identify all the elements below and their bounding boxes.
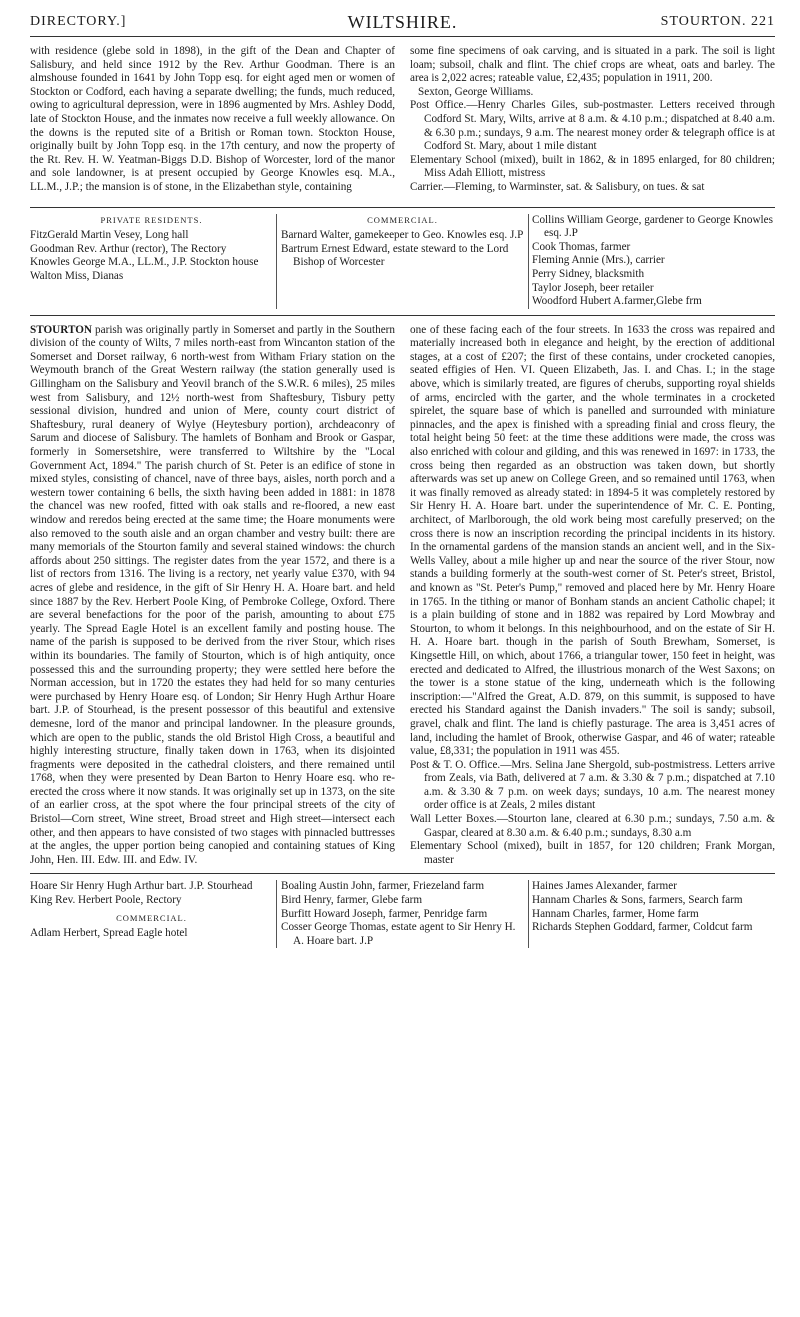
stourton-text-cont: one of these facing each of the four streets. In 1633 the cross was repaired and materially increased both in elegance and height, by the erection of additional stages, at a cost of £207; the first of these contains, under crocketed canopies, seated effigies of Hen. VI. Queen Elizabeth, Jas. I. and Chas. I.; in the stage above, which is similarly treated, are figures of cherubs, supporting royal shields of arms, encircled with the garter, and the whole terminates in a crocketed spirelet, the square base of which is panelled and surrounded with miniature pinnacles, and the apex is finished with a spreading finial and cross fleury, the total height being 50 feet: at the time these additions were made, the cross was also enriched with colour and gilding, and this was renewed in 1697: in 1733, the cross being then regarded as an obstruction was taken down, but shortly afterwards was set up anew on College Green, and so remained until 1763, when it was finally removed as already stated: in 1894-5 it was completely restored by Sir Henry H. A. Hoare bart. under the superintendence of Mr. C. E. Ponting, architect, of Marlborough, the old work being most carefully preserved; on the cross there is now an inscription recording the principal incidents in its history. In the ornamental gardens of the mansion stands an ancient well, and in the Six-Wells Valley, about a mile higher up and near the source of the river Stour, now stands a building formerly at the south-west corner of St. Peter's street, Bristol, and known as "St. Peter's Pump," removed and placed here by Mr. Henry Hoare in 1765. In the tithing or manor of Bonham stands an ancient Catholic chapel; it is a plain building of stone and in 1882 was repaired by Lord Mowbray and Stourton, to whom it belongs. In this neighbourhood, and on the estate of Sir H. H. A. Hoare bart. though in the parish of South Brewham, Somerset, is Kingsettle Hill, on which, about 1766, a triangular tower, 150 feet in height, was erected and dedicated to Alfred, the illustrious monarch of the West Saxons; on the tower is a stone statue of the king, underneath which is the following inscription:—"Alfred the Great, A.D. 879, on this summit, is supposed to have erected his Standard against the Danish invaders." The soil is sandy; subsoil, gravel, chalk and flint. The land is chiefly pasturage. The area is 3,451 acres of land, including the hamlet of Brook, otherwise Gaspar, and 46 of water; rateable value, £8,331; the population in 1911 was 455. [410, 323, 775, 758]
directory-entry: Bartrum Ernest Edward, estate steward to the Lord Bishop of Worcester [281, 242, 509, 269]
directory-entry: Perry Sidney, blacksmith [532, 267, 645, 280]
directory-entry: Hannam Charles, farmer, Home farm [532, 907, 699, 920]
stourton-text: parish was originally partly in Somerset and partly in the Southern division of the county of Wilts, 7 miles north-east from Wincanton station of the Somerset and Dorset railway, 6 north-west from Witham Friary station on the Weymouth branch of the Great Western railway (the station generally used is Gillingham on the Salisbury and Yeovil branch of the S.W.R. 6 miles), 25 miles west from Salisbury, and 12½ north-west from Shaftesbury, Tisbury petty sessional division, hundred and union of Mere, county court district of Shaftesbury, rural deanery of Wylye (Heytesbury portion), archdeaconry of Sarum and diocese of Salisbury. The hamlets of Bonham and Brook or Gaspar, formerly in Somersetshire, were transferred to Wiltshire by the "Local Government Act, 1894." The parish church of St. Peter is an edifice of stone in mixed styles, consisting of chancel, nave of three bays, aisles, north porch and a western tower containing 6 bells, the sixth having been added in 1881: in 1878 the chancel was new roofed, fitted with oak stalls and re-floored, a new east window and reredos being erected at the same time; the Hoare monuments were also removed to the south aisle and an organ chamber and vestry built: there are many memorials of the Stourton family and several stained windows: the church affords about 250 sittings. The register dates from the year 1572, and there is a list of rectors from 1316. The living is a rectory, net yearly value £370, with 94 acres of glebe and residence, in the gift of Sir Henry H. A. Hoare bart. and held since 1887 by the Rev. Herbert Poole King, of Pembroke College, Oxford. There are several benefactions for the poor of the parish, amounting to about £75 yearly. The Spread Eagle Hotel is an excellent family and posting house. The name of the parish is supposed to be derived from the river Stour, which rises within its boundaries. The family of Stourton, which is of high antiquity, once possessed this and the surrounding property; they were settled here before the Norman accession, but in 1720 the estates they had held for so many centuries were purchased by Henry Hoare esq. of London; Sir Henry Hugh Arthur Hoare bart. J.P. of Stourhead, is the present possessor of this beautiful and extensive demesne, lord of the manor and principal landowner. In the pleasure grounds, which are open to the public, stands the old Bristol High Cross, a beautiful and highly interesting structure, finally taken down in 1763, when its disjointed fragments were deposited in the cathedral cloisters, and there remained until 1768, when they were presented by Dean Barton to Henry Hoare esq. who re-erected the cross where it now stands. It was originally set up in 1373, on the site of an earlier cross, at the spot where the four principal streets of the city of Bristol—Corn street, Wine street, Broad street and High street—intersect each other, and then appears to have consisted of two stages with pinnacled buttresses at the angles, the upper portion being canopied and containing statues of King John, Hen. III. Edw. III. and Edw. IV. [30, 323, 395, 866]
directory-entry: Adlam Herbert, Spread Eagle hotel [30, 927, 188, 940]
section-heading: COMMERCIAL. [116, 912, 187, 923]
parish-name: STOURTON [30, 323, 92, 336]
directory-entry: Hannam Charles & Sons, farmers, Search farm [532, 894, 743, 907]
stockton-commercial-right [532, 214, 775, 309]
header-right: STOURTON. 221 [660, 14, 775, 29]
directory-entry: Hoare Sir Henry Hugh Arthur bart. J.P. Stourhead [30, 880, 253, 893]
stockton-school: Elementary School (mixed), built in 1862, & in 1895 enlarged, for 80 children; Miss Adah Elliott, mistress [410, 153, 775, 180]
stourton-section [30, 324, 775, 868]
section-heading: PRIVATE RESIDENTS. [100, 214, 203, 225]
directory-entry: Cosser George Thomas, estate agent to Sir Henry H. A. Hoare bart. J.P [281, 921, 516, 947]
directory-entry: Burfitt Howard Joseph, farmer, Penridge farm [281, 907, 488, 920]
divider [30, 315, 775, 316]
directory-entry: Cook Thomas, farmer [532, 240, 631, 253]
directory-page [30, 12, 775, 948]
stockton-sexton: Sexton, George Williams. [418, 85, 534, 98]
directory-entry: Taylor Joseph, beer retailer [532, 281, 654, 294]
directory-entry: Walton Miss, Dianas [30, 269, 124, 282]
stourton-commercial-mid [276, 880, 529, 948]
stourton-private [30, 880, 273, 948]
directory-entry: Richards Stephen Goddard, farmer, Coldcut farm [532, 921, 753, 934]
stourton-commercial-right [532, 880, 775, 948]
directory-entry: Bird Henry, farmer, Glebe farm [281, 894, 423, 907]
directory-entry: Woodford Hubert A.farmer,Glebe frm [532, 295, 702, 308]
divider [30, 207, 775, 208]
directory-entry: Fleming Annie (Mrs.), carrier [532, 254, 665, 267]
stourton-left-column [30, 324, 395, 868]
directory-entry: Haines James Alexander, farmer [532, 880, 677, 893]
page-header [30, 12, 775, 37]
directory-entry: FitzGerald Martin Vesey, Long hall [30, 229, 189, 242]
stourton-wall-boxes: Wall Letter Boxes.—Stourton lane, cleared at 6.30 p.m.; sundays, 7.50 a.m. & Gaspar, cleared at 8.30 a.m. & 6.40 p.m.; sundays, 8.30 a.m [410, 813, 775, 839]
divider [30, 873, 775, 874]
stourton-school: Elementary School (mixed), built in 1857, for 120 children; Frank Morgan, master [410, 840, 775, 866]
directory-entry: Goodman Rev. Arthur (rector), The Rectory [30, 242, 227, 255]
stockton-directory [30, 214, 775, 309]
stockton-private-residents [30, 214, 273, 309]
stockton-right-column [410, 45, 775, 195]
stockton-continuation [30, 45, 775, 195]
stockton-text: with residence (glebe sold in 1898), in the gift of the Dean and Chapter of Salisbury, and held since 1912 by the Rev. Arthur Goodman. There is an almshouse founded in 1641 by John Topp esq. for eight aged men or women of Stockton or Codford, each having a separate dwelling; the funds, much reduced, owing to agricultural depression, were in 1896 augmented by Mrs. Ashley Dodd, late of Stockton House, and the inmates now receive a full weekly allowance. On the downs is the reputed site of a British or Roman town. Stockton House, originally built by John Topp esq. in the 17th century, and now the property of the Rt. Rev. H. W. Yeatman-Biggs D.D. Bishop of Worcester, lord of the manor and sole landowner, is at present occupied by George Knowles esq. M.A., LL.M., J.P.; the mansion is of stone, in the Elizabethan style, containing [30, 45, 395, 193]
stockton-commercial-mid [276, 214, 529, 309]
header-county: WILTSHIRE. [347, 12, 458, 32]
stockton-post-office: Post Office.—Henry Charles Giles, sub-postmaster. Letters received through Codford St. Mary, Wilts, arrive at 8 a.m. & 4.10 p.m.; dispatched at 8.40 a.m. & 6.30 p.m.; sundays, 9 a.m. The nearest money order & telegraph office is at Codford St. Mary, about 1 mile distant [410, 99, 775, 153]
directory-entry: King Rev. Herbert Poole, Rectory [30, 894, 182, 907]
directory-entry: Barnard Walter, gamekeeper to Geo. Knowles esq. J.P [281, 229, 524, 242]
directory-entry: Knowles George M.A., LL.M., J.P. Stockton house [30, 256, 259, 269]
directory-entry: Collins William George, gardener to George Knowles esq. J.P [532, 213, 773, 240]
section-heading: COMMERCIAL. [367, 214, 438, 225]
stockton-text-cont: some fine specimens of oak carving, and is situated in a park. The soil is light loam; subsoil, chalk and flint. The chief crops are wheat, oats and barley. The area is 2,022 acres; rateable value, £2,435; population in 1911, 200. [410, 45, 775, 85]
stourton-post-office: Post & T. O. Office.—Mrs. Selina Jane Shergold, sub-postmistress. Letters arrive from Zeals, via Bath, delivered at 7 a.m. & 3.30 & 7 p.m.; dispatched at 7.10 a.m. & 3.30 & 7 p.m. on week days; sundays, 10 a.m. The nearest money order office is at Zeals, 2 miles distant [410, 758, 775, 812]
header-left: DIRECTORY.] [30, 14, 127, 29]
directory-entry: Boaling Austin John, farmer, Friezeland farm [281, 880, 485, 893]
stockton-carrier: Carrier.—Fleming, to Warminster, sat. & Salisbury, on tues. & sat [410, 180, 705, 193]
stourton-description [30, 324, 395, 868]
stourton-right-column [410, 324, 775, 868]
stourton-directory [30, 880, 775, 948]
stockton-left-column [30, 45, 395, 195]
